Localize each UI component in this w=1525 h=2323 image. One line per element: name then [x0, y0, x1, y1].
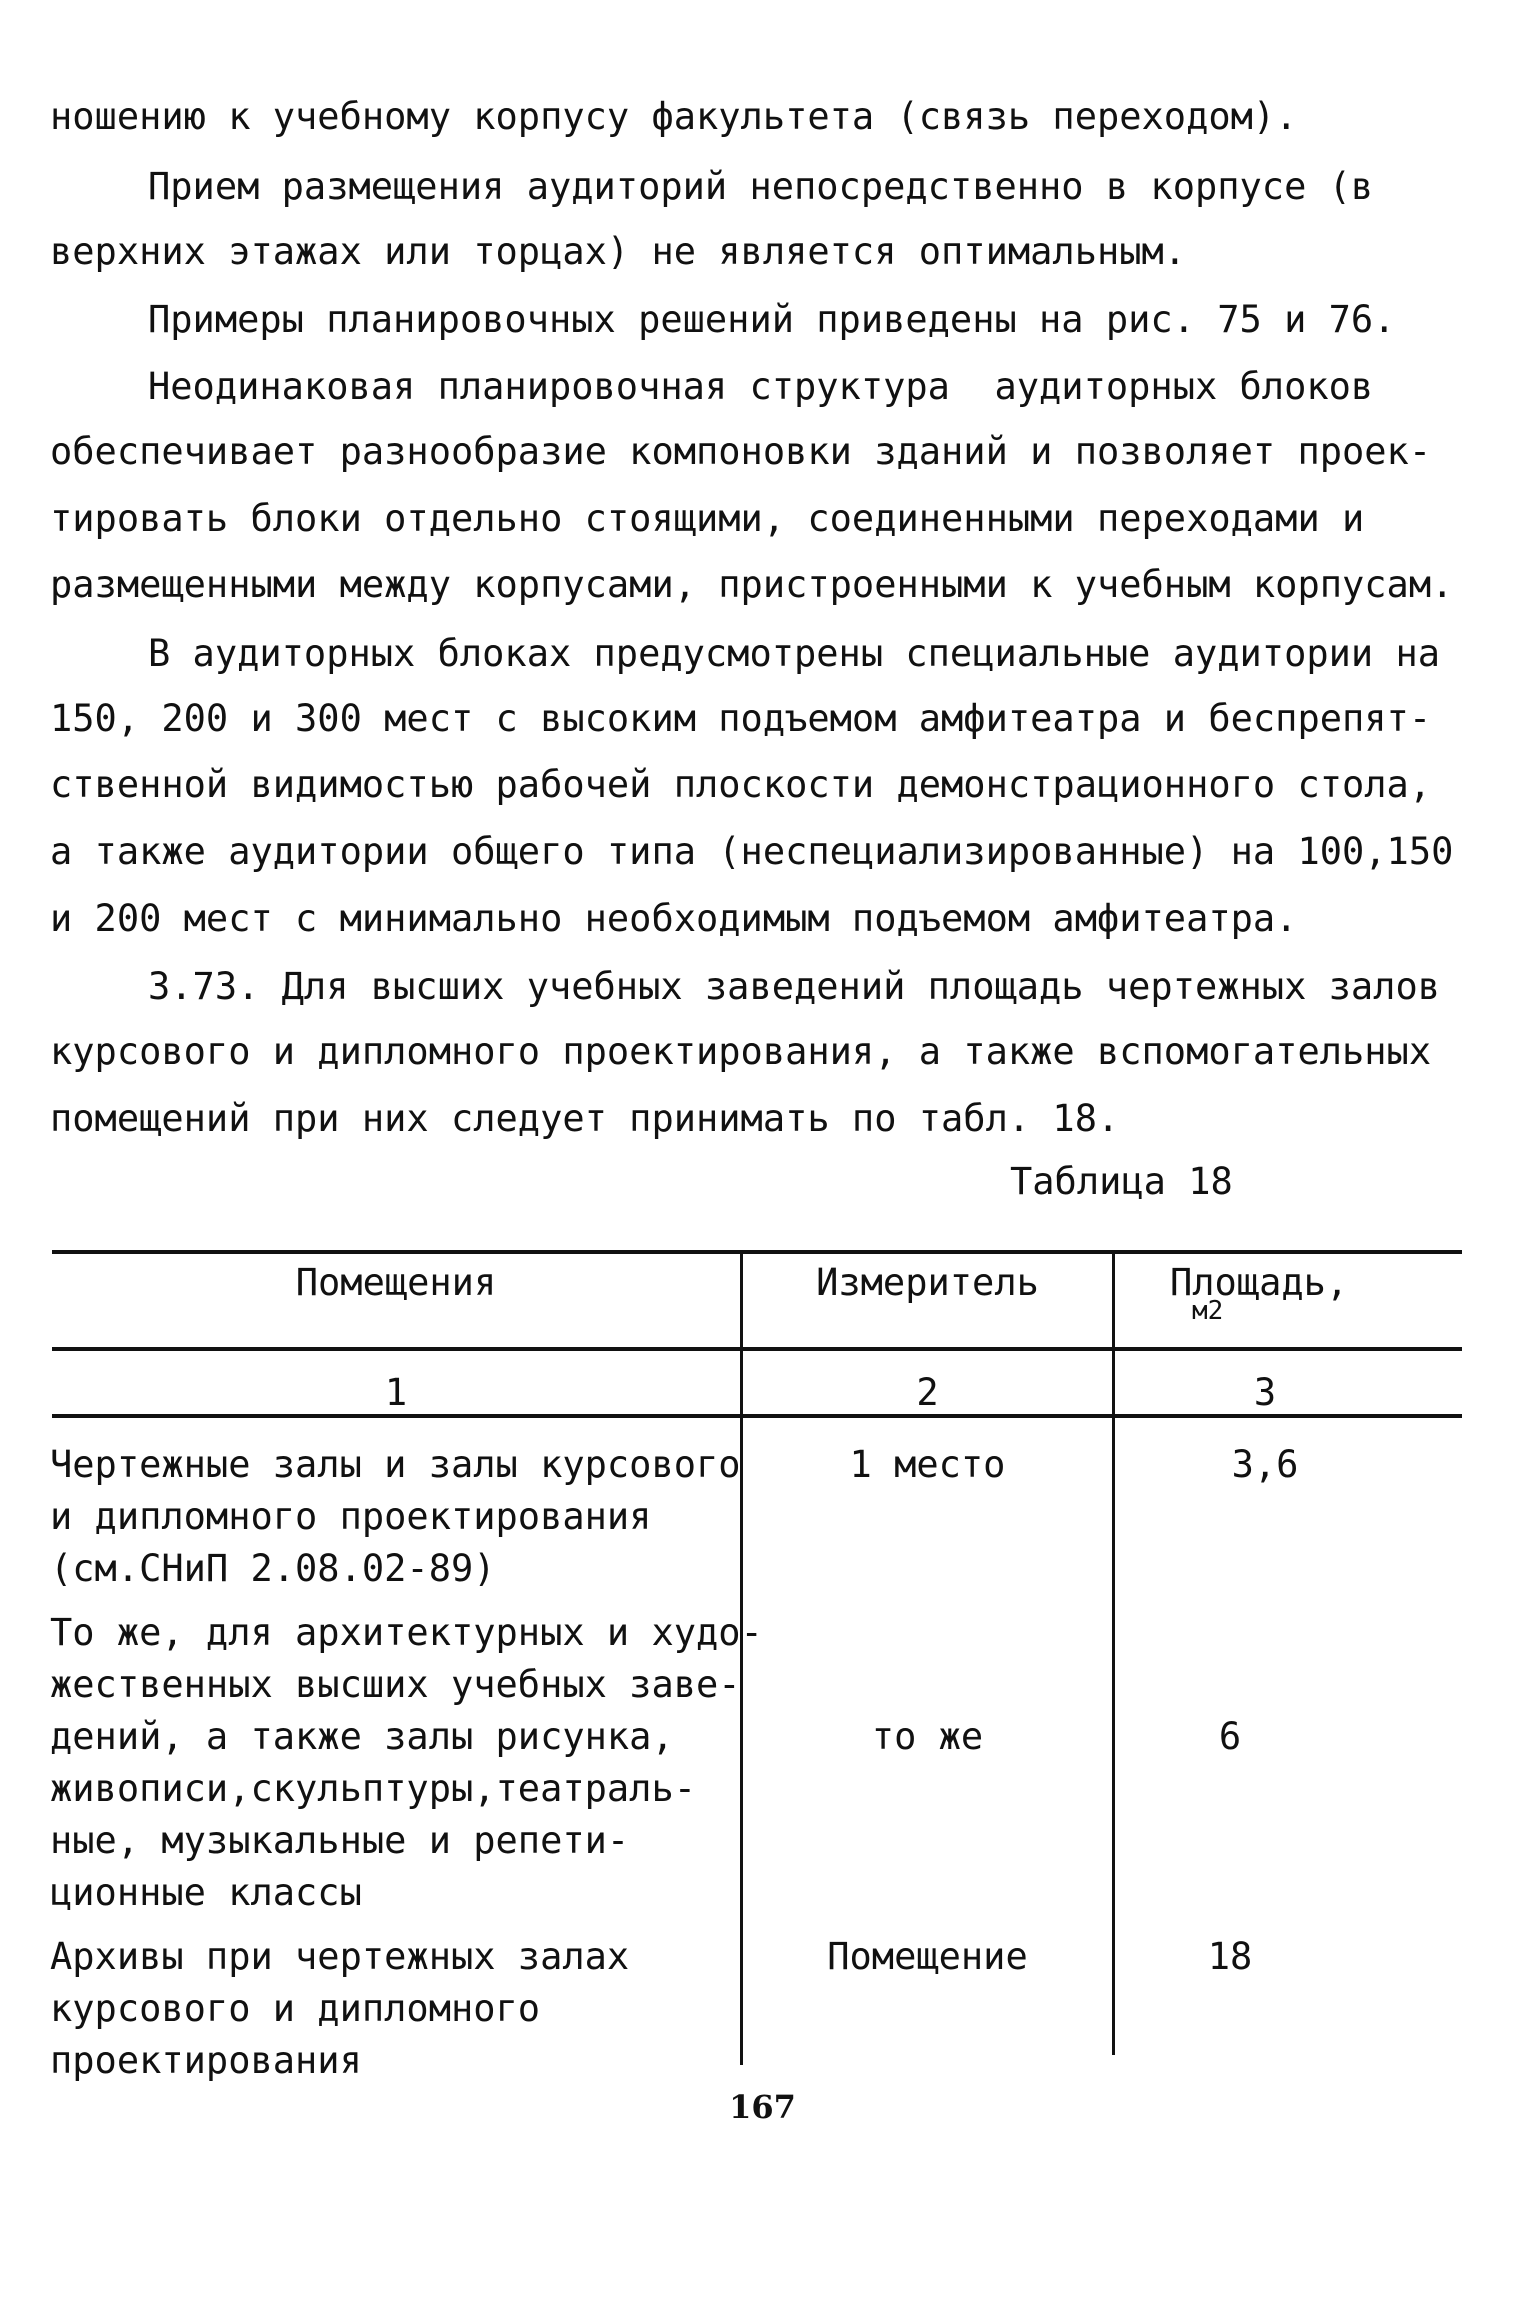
table-header-area: Площадь,: [1170, 1261, 1349, 1304]
room-cell-line: ционные классы: [50, 1871, 362, 1914]
table-header-unit: Измеритель: [816, 1261, 1039, 1304]
area-cell: 3,6: [1231, 1443, 1299, 1486]
paragraph-line: Прием размещения аудиторий непосредственно в корпусе (в: [148, 165, 1374, 208]
paragraph-line: обеспечивает разнообразие компоновки зданий и позволяет проек-: [50, 430, 1432, 473]
column-number: 2: [916, 1371, 939, 1414]
area-cell: 6: [1218, 1715, 1242, 1758]
paragraph-line: ношению к учебному корпусу факультета (связь переходом).: [50, 95, 1298, 138]
paragraph-line: Неодинаковая планировочная структура аудиторных блоков: [148, 365, 1374, 408]
column-number: 1: [384, 1371, 408, 1414]
unit-cell: Помещение: [827, 1935, 1028, 1978]
paragraph-line: ственной видимостью рабочей плоскости демонстрационного стола,: [50, 763, 1432, 806]
paragraph-line: а также аудитории общего типа (неспециализированные) на 100,150: [50, 830, 1454, 873]
room-cell-line: Архивы при чертежных залах: [50, 1935, 630, 1978]
paragraph-line: 3.73. Для высших учебных заведений площадь чертежных залов: [148, 965, 1441, 1008]
paragraph-line: курсового и дипломного проектирования, а также вспомогательных: [50, 1030, 1432, 1073]
paragraph-line: и 200 мест с минимально необходимым подъемом амфитеатра.: [50, 897, 1298, 940]
paragraph-line: верхних этажах или торцах) не является оптимальным.: [50, 230, 1187, 273]
paragraph-line: В аудиторных блоках предусмотрены специальные аудитории на: [148, 632, 1441, 675]
room-cell-line: (см.СНиП 2.08.02-89): [50, 1547, 496, 1590]
room-cell-line: курсового и дипломного: [50, 1987, 541, 2030]
page-number: 167: [729, 2088, 796, 2126]
room-cell-line: живописи,скульптуры,театраль-: [50, 1767, 697, 1810]
paragraph-line: тировать блоки отдельно стоящими, соединенными переходами и: [50, 497, 1365, 540]
room-cell-line: То же, для архитектурных и худо-: [50, 1611, 763, 1654]
table-header-rule: [52, 1347, 1462, 1351]
column-number: 3: [1253, 1371, 1277, 1414]
table-top-rule: [52, 1250, 1462, 1254]
table-header-rooms: Помещения: [295, 1261, 497, 1304]
table-caption: Таблица 18: [1010, 1160, 1233, 1203]
room-cell-line: Чертежные залы и залы курсового: [50, 1443, 741, 1486]
room-cell-line: и дипломного проектирования: [50, 1495, 652, 1538]
room-cell-line: ные, музыкальные и репети-: [50, 1819, 630, 1862]
room-cell-line: проектирования: [50, 2039, 362, 2082]
paragraph-line: размещенными между корпусами, пристроенными к учебным корпусам.: [50, 563, 1454, 606]
paragraph-line: Примеры планировочных решений приведены на рис. 75 и 76.: [148, 298, 1396, 341]
room-cell-line: дений, а также залы рисунка,: [50, 1715, 674, 1758]
paragraph-line: помещений при них следует принимать по табл. 18.: [50, 1097, 1120, 1140]
paragraph-line: 150, 200 и 300 мест с высоким подъемом амфитеатра и беспрепят-: [50, 697, 1432, 740]
room-cell-line: жественных высших учебных заве-: [50, 1663, 741, 1706]
unit-cell: то же: [871, 1715, 984, 1758]
area-cell: 18: [1207, 1935, 1253, 1978]
table-header-area-unit: м2: [1192, 1296, 1224, 1326]
unit-cell: 1 место: [849, 1443, 1006, 1486]
